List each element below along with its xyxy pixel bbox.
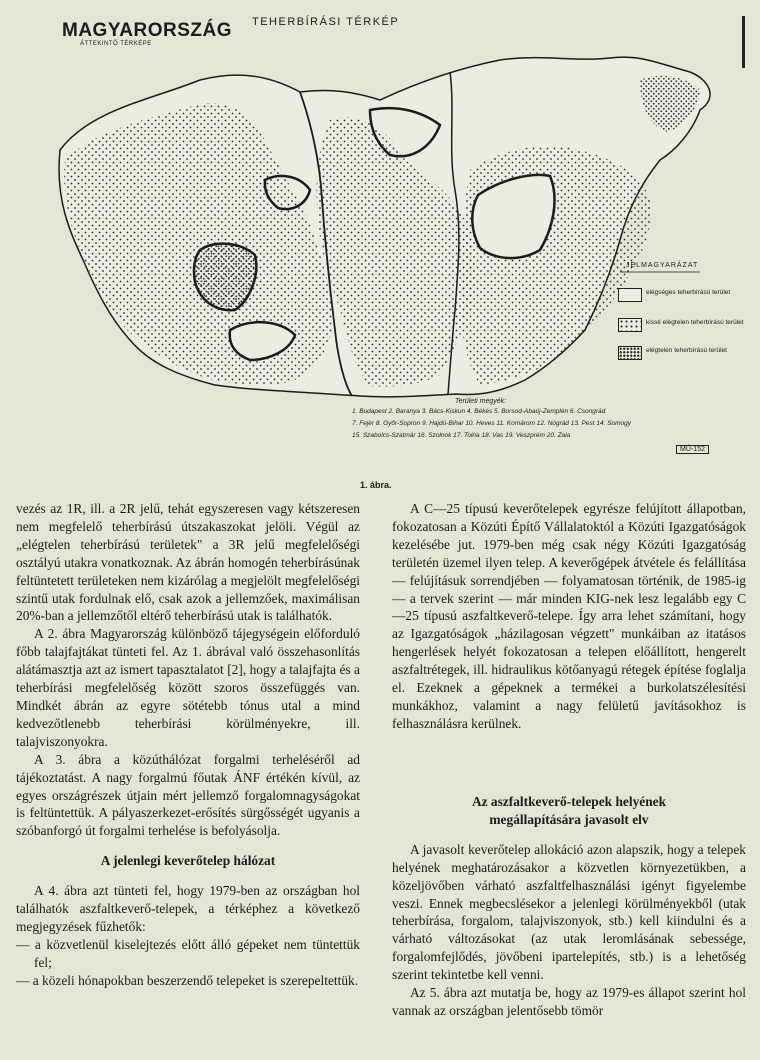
paragraph: A C—25 típusú keverőtelepek egyrésze felújított állapotban, fokozatosan a Közúti Építő Vállalatoktól a Közúti Igazgatóságok kezelésébe jut. 1979-ben még csak négy Közúti Igazgatóság területén üzemel ilyen telep. A keverőgépek átvétele és felállítása — felújításuk sorrendjében — folyamatosan történik, de 1985-ig — a tervek szerint — már minden KIG-nek lesz legalább egy C—25 típusú aszfaltkeverő-telepe. Így arra lehet számítani, hogy az Igazgatóságok „házilagosan végzett" munkáiban az itatásos hengerlések helyét fokozatosan a telepen előállított, hengerelt aszfaltrétegek, ill. hidraulikus kötőanyagú rétegek építése foglalja el. Ezeknek a gépeknek a termékei a burkolatszélesítési munkákhoz, valamint a nagy felületű javításokhoz is felhasználásra kerülnek.	[392, 501, 746, 731]
legend-swatch-insufficient	[618, 346, 642, 360]
paragraph: A 3. ábra a közúthálózat forgalmi terheléséről ad tájékoztatást. A nagy forgalmú főutak ÁNF értékén kívül, az egyes országrészek útjain mért jellemző forgalomnagyságokat is feltüntettük. A pályaszerkezet-erősítés sürgősségét ugyanis a szóbanforgó út forgalmi terhelése is befolyásolja.	[16, 751, 360, 839]
edge-bar	[742, 16, 745, 68]
notes-line: 7. Fejér 8. Győr-Sopron 9. Hajdú-Bihar 10. Heves 11. Komárom 12. Nógrád 13. Pest 14. Somogy	[352, 420, 632, 427]
bullet-list	[16, 936, 360, 990]
map-logo: MAGYARORSZÁG	[62, 20, 232, 41]
figure-1-map	[0, 0, 760, 495]
list-item: — a közeli hónapokban beszerzendő telepeket is szerepeltettük.	[16, 972, 359, 988]
paragraph: A 2. ábra Magyarország különböző tájegységein előforduló főbb talajfajtákat tünteti fel. Az 1. ábrával való összehasonlítás alátámasztja azt az ismert tapasztalatot [2], hogy a talajfajta és a teherbírási megfelelőség között szoros összefüggés van. Mindkét ábrán az egyre sötétebb tónus utal a mind kedvezőtlenebb teherbírási körülményekre, ill. talajviszonyokra.	[16, 626, 360, 749]
paragraph: A javasolt keverőtelep allokáció azon alapszik, hogy a telepek helyének meghatározásakor a közvetlen környezetükben, a közeljövőben várható aszfaltfelhasználási igényt figyelembe veszi. Ennek megbecslésekor a jelenlegi körülményekből (utak teherbírása, forgalom, talajviszonyok, stb.) kell kiindulni és a várható változásokat (az utak leromlásának sebessége, forgalomfejlődés, jövőbeni ipartelepítés, stb.) is a lehetőség szerint tekintetbe kell venni.	[392, 841, 746, 983]
notes-title: Területi megyék:	[455, 398, 507, 405]
paragraph: Az 5. ábra azt mutatja be, hogy az 1979-es állapot szerint hol vannak az országban jelentősebb tömör	[392, 985, 746, 1018]
legend-label: elégséges teherbírású terület	[646, 289, 731, 296]
legend-title: JELMAGYARÁZAT	[626, 262, 699, 269]
paragraph: vezés az 1R, ill. a 2R jelű, tehát egyszeresen vagy kétszeresen nem megfelelő teherbírású útszakaszokat jelöli. Végül az „elégtelen teherbírású területek" a 3R jelű megfelelőségi osztályú utakra vonatkoznak. Az ábrán homogén teherbírásúnak feltüntetett területeken nem kizárólag a megjelölt megfelelőségi szintű utak fordulnak elő, csak azok a jellemzőek, maximálisan 20%-ban a jellemzőtől eltérő teherbírású utak is találhatók.	[16, 501, 360, 624]
map-code: MÚ-152	[676, 445, 709, 454]
map-logo-subtitle: ÁTTEKINTŐ TÉRKÉPE	[80, 41, 152, 47]
paragraph: A 4. ábra azt tünteti fel, hogy 1979-ben az országban hol találhatók aszfaltkeverő-telepek, a térképhez a következő megjegyzések fűzhetők:	[16, 883, 360, 935]
right-column	[392, 500, 746, 1020]
heading-line: Az aszfaltkeverő-telepek helyének	[471, 793, 667, 809]
heading-line: megállapítására javasolt elv	[489, 811, 649, 827]
list-item: — a közvetlenül kiselejtezés előtt álló gépeket nem tüntettük fel;	[16, 936, 360, 970]
notes-line: 15. Szabolcs-Szatmár 16. Szolnok 17. Tolna 18. Vas 19. Veszprém 20. Zala	[352, 432, 571, 439]
section-heading: A jelenlegi keverőtelep hálózat	[100, 853, 276, 869]
legend-swatch-slightly-insufficient	[618, 318, 642, 332]
figure-caption: 1. ábra.	[360, 480, 392, 490]
legend-label: elégtelen teherbírású terület	[646, 347, 727, 354]
legend-swatch-sufficient	[618, 288, 642, 302]
map-title: TEHERBÍRÁSI TÉRKÉP	[252, 16, 400, 28]
left-column	[16, 500, 360, 990]
notes-line: 1. Budapest 2. Baranya 3. Bács-Kiskun 4. Békés 5. Borsod-Abaúj-Zemplén 6. Csongrád	[352, 408, 606, 415]
legend-label: kissé elégtelen teherbírású terület	[646, 319, 744, 326]
section-heading	[392, 793, 746, 829]
